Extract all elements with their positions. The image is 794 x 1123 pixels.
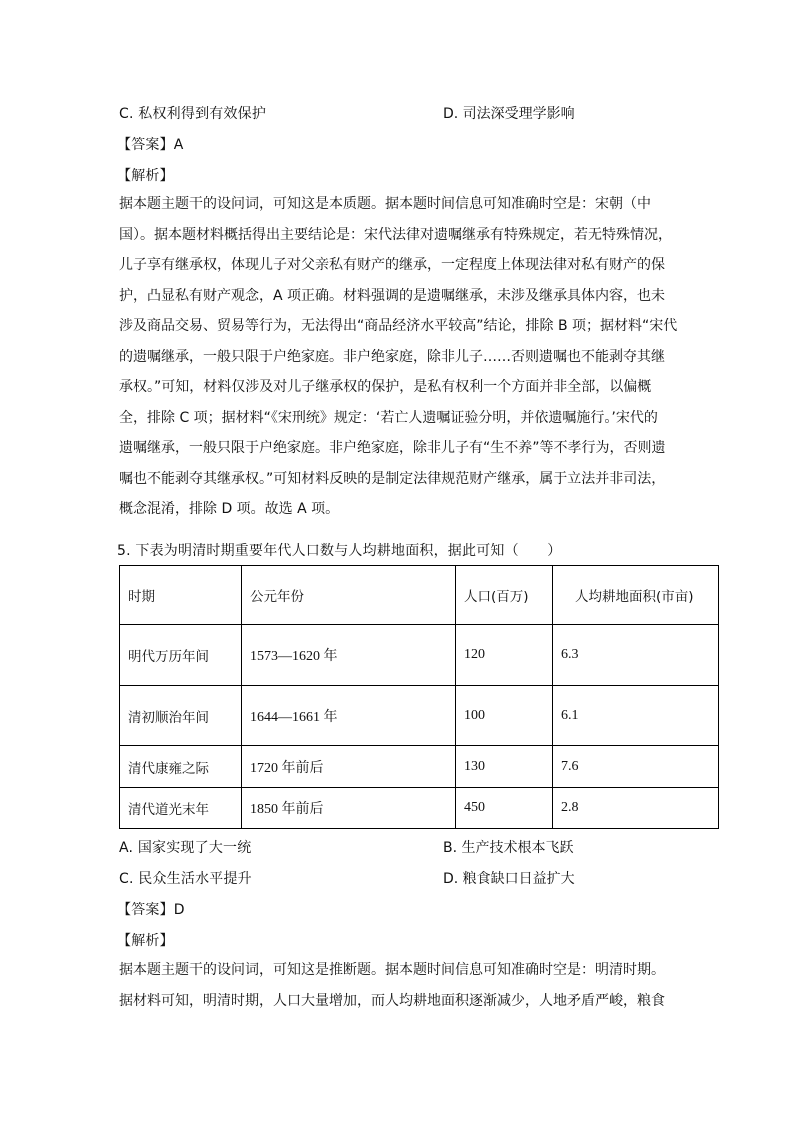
analysis-line: 全，排除 C 项；据材料“《宋刑统》规定：‘若亡人遗嘱证验分明，并依遗嘱施行。’宋代的 [119,409,658,426]
q5-analysis-paragraph [119,955,679,1016]
analysis-line: 概念混淆，排除 D 项。故选 A 项。 [119,501,340,517]
table-cell: 120 [456,625,553,686]
analysis-line: 儿子享有继承权，体现儿子对父亲私有财产的继承，一定程度上体现法律对私有财产的保 [119,257,665,273]
analysis-line: 遗嘱继承，一般只限于户绝家庭。非户绝家庭，除非儿子有“生不养”等不孝行为，否则遗 [119,440,666,456]
table-cell: 6.1 [553,686,719,746]
table-cell: 100 [456,686,553,746]
table-cell: 7.6 [553,746,719,788]
analysis-line: 护，凸显私有财产观念，A 项正确。材料强调的是遗嘱继承，未涉及继承具体内容，也未 [119,287,666,304]
q5-option-d: D. 粮食缺口日益扩大 [443,871,575,887]
table-cell: 明代万历年间 [120,625,242,686]
analysis-line: 据本题主题干的设问词，可知这是推断题。据本题时间信息可知准确时空是：明清时期。 [119,962,665,978]
q5-option-c: C. 民众生活水平提升 [119,871,252,887]
q4-option-c: C. 私权利得到有效保护 [119,106,267,122]
analysis-line: 承权。”可知，材料仅涉及对儿子继承权的保护，是私有权利一个方面并非全部，以偏概 [119,379,652,395]
table-header-cell: 时期 [120,566,242,625]
analysis-line: 涉及商品交易、贸易等行为，无法得出“商品经济水平较高”结论，排除 B 项；据材料“宋代 [119,318,678,334]
analysis-line: 的遗嘱继承，一般只限于户绝家庭。非户绝家庭，除非儿子……否则遗嘱也不能剥夺其继 [119,348,665,365]
table-cell: 清代道光末年 [120,788,242,829]
table-cell: 2.8 [553,788,719,829]
analysis-line: 据材料可知，明清时期，人口大量增加，而人均耕地面积逐渐减少，人地矛盾严峻，粮食 [119,992,665,1009]
table-header-cell: 人均耕地面积(市亩) [553,566,719,625]
q4-option-d: D. 司法深受理学影响 [443,106,575,122]
analysis-line: 据本题主题干的设问词，可知这是本质题。据本题时间信息可知准确时空是：宋朝（中 [119,196,651,212]
q4-answer: 【答案】A [117,137,184,153]
table-cell: 450 [456,788,553,829]
q5-analysis-label: 【解析】 [117,933,174,949]
table-cell: 1720 年前后 [242,746,456,788]
table-header-cell: 人口(百万) [456,566,553,625]
population-table [119,565,719,829]
analysis-line: 嘱也不能剥夺其继承权。”可知材料反映的是制定法律规范财产继承，属于立法并非司法， [119,470,666,487]
table-header-row [120,566,719,625]
analysis-line: 国）。据本题材料概括得出主要结论是：宋代法律对遗嘱继承有特殊规定，若无特殊情况， [119,226,672,243]
table-cell: 1644—1661 年 [242,686,456,746]
q4-analysis-label: 【解析】 [117,168,174,184]
table-cell: 清初顺治年间 [120,686,242,746]
table-row [120,625,719,686]
table-cell: 6.3 [553,625,719,686]
table-row [120,788,719,829]
table-cell: 130 [456,746,553,788]
q5-stem: 5. 下表为明清时期重要年代人口数与人均耕地面积，据此可知（ ） [117,543,562,559]
q5-option-a: A. 国家实现了大一统 [119,840,252,856]
table-cell: 1573—1620 年 [242,625,456,686]
table-cell: 1850 年前后 [242,788,456,829]
table-cell: 清代康雍之际 [120,746,242,788]
table-row [120,686,719,746]
q4-analysis-paragraph [119,189,679,525]
q5-answer: 【答案】D [117,902,185,918]
table-header-cell: 公元年份 [242,566,456,625]
table-row [120,746,719,788]
q5-option-b: B. 生产技术根本飞跃 [443,840,574,856]
